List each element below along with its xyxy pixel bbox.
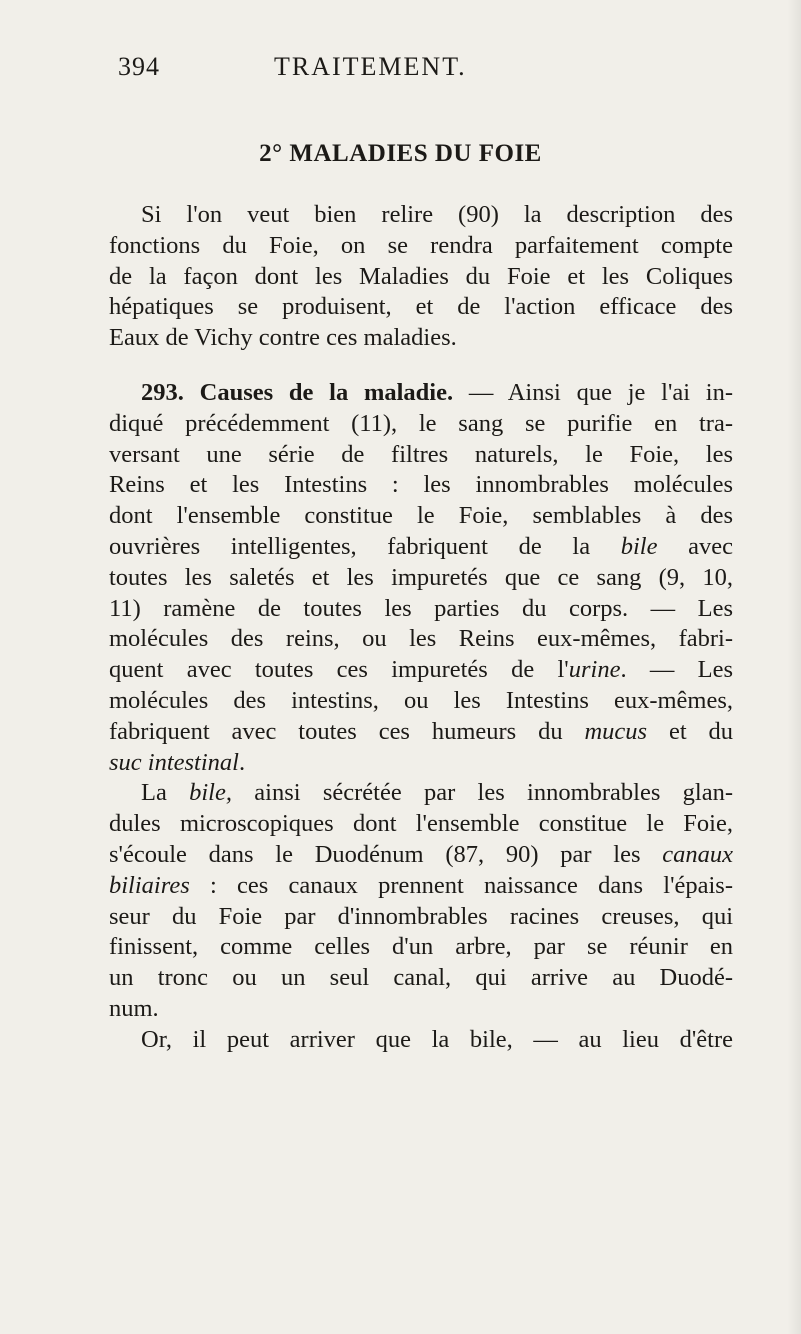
text-line: dont l'ensemble constitue le Foie, semblables à des: [109, 502, 733, 530]
text-line: dules microscopiques dont l'ensemble constitue le Foie,: [109, 810, 733, 838]
running-head: [0, 52, 801, 86]
page-number: 394: [118, 52, 160, 81]
text-line: molécules des intestins, ou les Intestins eux-mêmes,: [109, 686, 733, 714]
text-line: Or, il peut arriver que la bile, — au lieu d'être: [141, 1025, 733, 1053]
text-line: [109, 778, 733, 809]
text-line: versant une série de filtres naturels, le Foie, les: [109, 440, 733, 468]
text-line: [109, 655, 733, 686]
italic-term: canaux: [662, 840, 733, 868]
section-title: 2° MALADIES DU FOIE: [259, 140, 542, 167]
text-line: de la façon dont les Maladies du Foie et les Coliques: [109, 262, 733, 290]
body-text: [109, 200, 733, 1056]
text-line: [109, 871, 733, 902]
italic-term: bile: [620, 532, 658, 560]
italic-term: suc intestinal: [109, 748, 239, 776]
text-fragment: La: [141, 779, 190, 807]
italic-term: mucus: [584, 717, 648, 745]
paragraph-bile: [109, 778, 733, 1024]
text-fragment: — Ainsi que je l'ai in-: [453, 378, 733, 406]
text-line: [109, 717, 733, 748]
text-line: Si l'on veut bien relire (90) la description des: [141, 201, 733, 228]
text-line: molécules des reins, ou les Reins eux-mêmes, fabri-: [109, 625, 733, 653]
text-fragment: s'écoule dans le Duodénum (87, 90) par les: [109, 840, 663, 868]
text-fragment: ouvrières intelligentes, fabriquent de la: [109, 532, 621, 560]
text-line: 11) ramène de toutes les parties du corps. — Les: [109, 594, 733, 622]
text-fragment: ainsi sécrétée par les innombrables glan-: [232, 779, 733, 807]
text-line: [109, 532, 733, 563]
paragraph-or: [109, 1025, 733, 1056]
text-line: fonctions du Foie, on se rendra parfaitement compte: [109, 231, 733, 259]
text-line: hépatiques se produisent, et de l'action efficace des: [109, 293, 733, 321]
running-title: TRAITEMENT.: [274, 52, 467, 81]
paragraph-causes: [109, 378, 733, 778]
text-line: Eaux de Vichy contre ces maladies.: [109, 324, 457, 352]
text-fragment: et du: [647, 717, 734, 745]
text-fragment: quent avec toutes ces impuretés de l': [109, 656, 569, 684]
page-edge-shadow: [787, 0, 801, 1334]
italic-term: biliaires: [109, 871, 190, 899]
text-fragment: . — Les: [620, 656, 734, 684]
text-line: seur du Foie par d'innombrables racines creuses, qui: [109, 902, 733, 930]
italic-term: urine: [568, 656, 621, 684]
text-fragment: : ces canaux prennent naissance dans l'épais-: [189, 871, 733, 899]
text-line: [109, 748, 733, 779]
italic-term: bile,: [189, 779, 232, 807]
text-line: num.: [109, 994, 159, 1022]
text-line: toutes les saletés et les impuretés que ce sang (9, 10,: [109, 563, 733, 591]
text-fragment: .: [238, 748, 246, 776]
text-line: finissent, comme celles d'un arbre, par se réunir en: [109, 933, 733, 961]
text-line: diqué précédemment (11), le sang se purifie en tra-: [109, 409, 733, 437]
text-fragment: fabriquent avec toutes ces humeurs du: [109, 717, 585, 745]
text-line: un tronc ou un seul canal, qui arrive au Duodé-: [109, 964, 733, 992]
text-line: Reins et les Intestins : les innombrables molécules: [109, 471, 733, 499]
text-line: [109, 378, 733, 409]
text-fragment: avec: [657, 532, 733, 560]
section-heading-293: 293. Causes de la maladie.: [141, 378, 454, 406]
paragraph-spacer: [109, 354, 733, 378]
paragraph-intro: [109, 200, 733, 354]
text-line: [109, 840, 733, 871]
